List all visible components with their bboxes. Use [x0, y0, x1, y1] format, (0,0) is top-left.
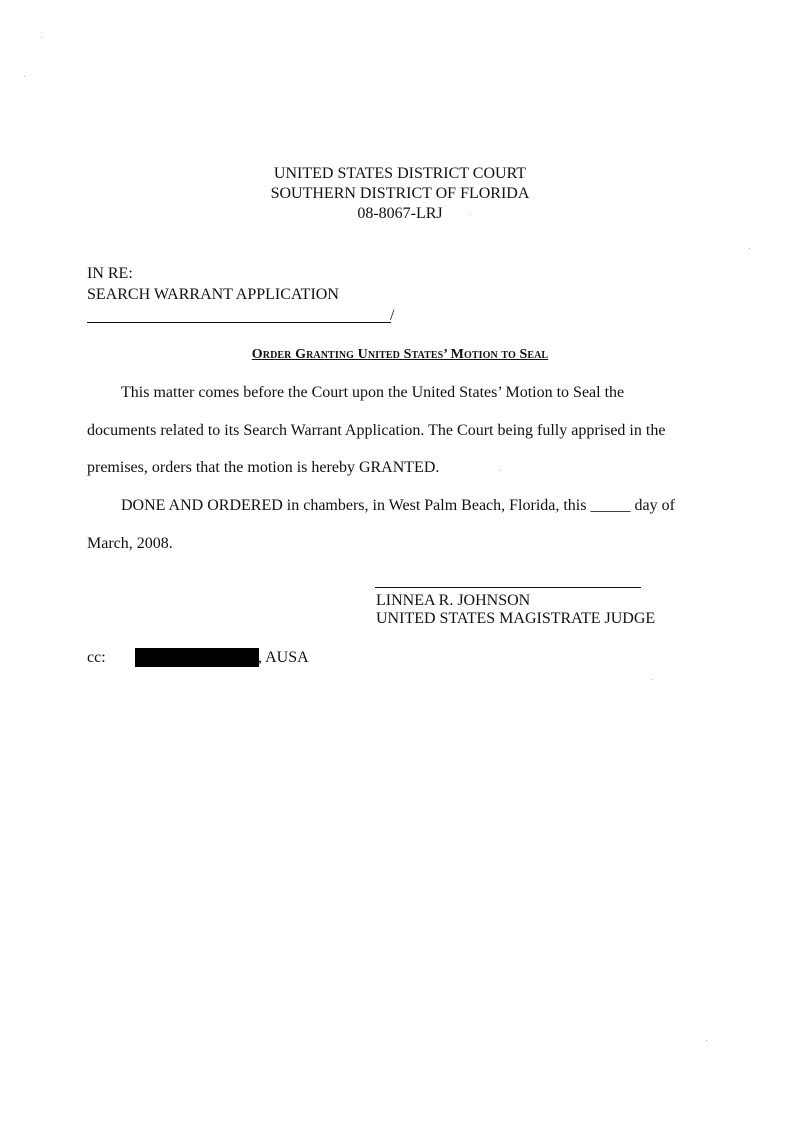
- signature-name: LINNEA R. JOHNSON: [376, 592, 531, 609]
- body-p2-line1: DONE AND ORDERED in chambers, in West Palm Beach, Florida, this _____ day of: [121, 497, 675, 514]
- cc-label: cc:: [87, 649, 106, 666]
- body-p1-line3: premises, orders that the motion is hereby GRANTED.: [87, 459, 440, 476]
- redaction-bar: [135, 648, 259, 667]
- caption-matter: SEARCH WARRANT APPLICATION: [87, 286, 339, 303]
- scan-speck: [41, 37, 42, 38]
- case-number: 08-8067-LRJ: [357, 205, 443, 222]
- scan-speck: [500, 470, 501, 471]
- court-name: UNITED STATES DISTRICT COURT: [273, 165, 527, 182]
- caption-in-re: IN RE:: [87, 265, 133, 282]
- scan-speck: [749, 248, 750, 249]
- court-header: [0, 164, 794, 224]
- court-district: SOUTHERN DISTRICT OF FLORIDA: [270, 185, 530, 202]
- signature-line: [375, 587, 641, 588]
- scan-speck: [470, 214, 471, 215]
- scan-speck: [706, 1040, 707, 1041]
- cc-suffix: , AUSA: [258, 649, 309, 666]
- body-p1-line2: documents related to its Search Warrant Application. The Court being fully apprised in the: [87, 422, 666, 439]
- signature-title: UNITED STATES MAGISTRATE JUDGE: [376, 610, 656, 627]
- body-p1-line1: This matter comes before the Court upon the United States’ Motion to Seal the: [121, 384, 625, 401]
- scan-speck: [24, 76, 25, 77]
- body-p2-line2: March, 2008.: [87, 535, 173, 552]
- order-title: Order Granting United States’ Motion to Seal: [251, 347, 549, 362]
- caption-rule: [87, 322, 391, 323]
- caption-slash: /: [390, 307, 395, 324]
- scan-speck: [651, 679, 652, 680]
